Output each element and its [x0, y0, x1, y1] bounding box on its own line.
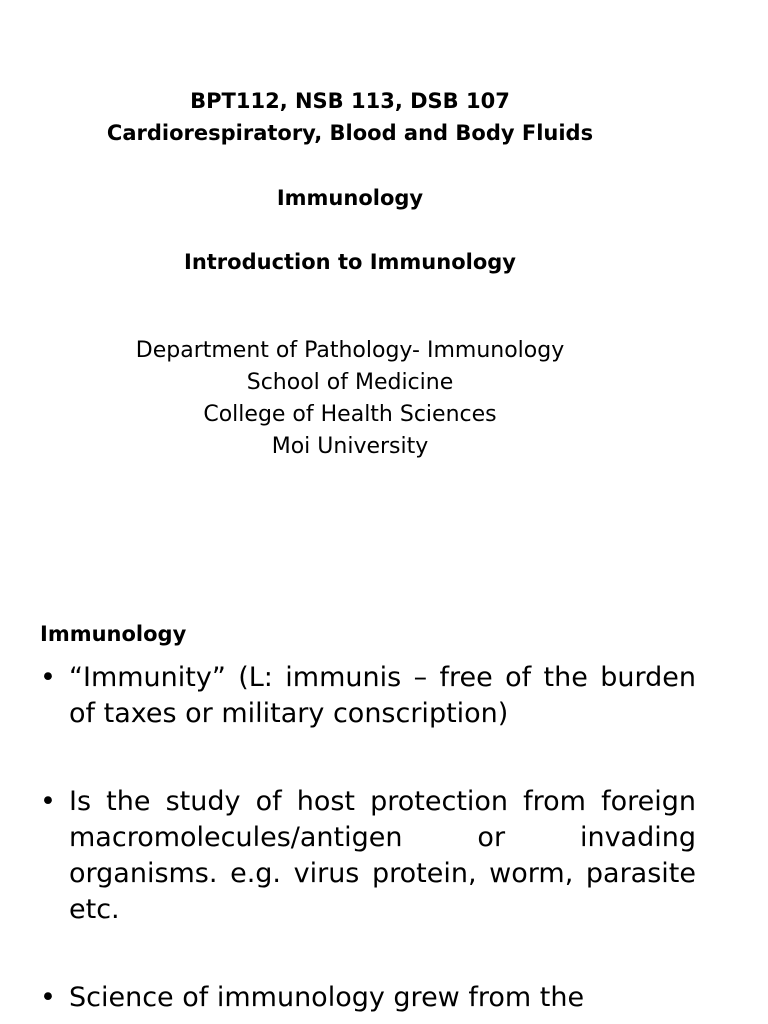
bullet-dot-icon: • — [40, 982, 56, 1013]
list-item — [40, 980, 696, 1016]
course-codes: BPT112, NSB 113, DSB 107 — [190, 89, 510, 113]
bullet-text: Is the study of host protection from foreign macromolecules/antigen or invading organisms. e.g. virus protein, worm, parasite etc. — [69, 786, 696, 925]
section-heading: Immunology — [40, 622, 187, 646]
department-block — [0, 335, 700, 463]
college-line: College of Health Sciences — [203, 402, 497, 427]
department-line: Department of Pathology- Immunology — [135, 338, 565, 363]
bullet-dot-icon: • — [40, 786, 56, 817]
list-item — [40, 660, 696, 732]
bullet-text: “Immunity” (L: immunis – free of the burden of taxes or military conscription) — [69, 662, 696, 729]
bullet-dot-icon: • — [40, 662, 56, 693]
bullet-list — [40, 660, 696, 1024]
subject-title: Immunology — [276, 186, 424, 210]
list-item — [40, 784, 696, 928]
lecture-title: Introduction to Immunology — [184, 250, 516, 274]
course-name: Cardiorespiratory, Blood and Body Fluids — [106, 121, 594, 145]
school-line: School of Medicine — [246, 370, 454, 395]
bullet-text: Science of immunology grew from the — [69, 982, 585, 1013]
university-line: Moi University — [271, 434, 429, 459]
